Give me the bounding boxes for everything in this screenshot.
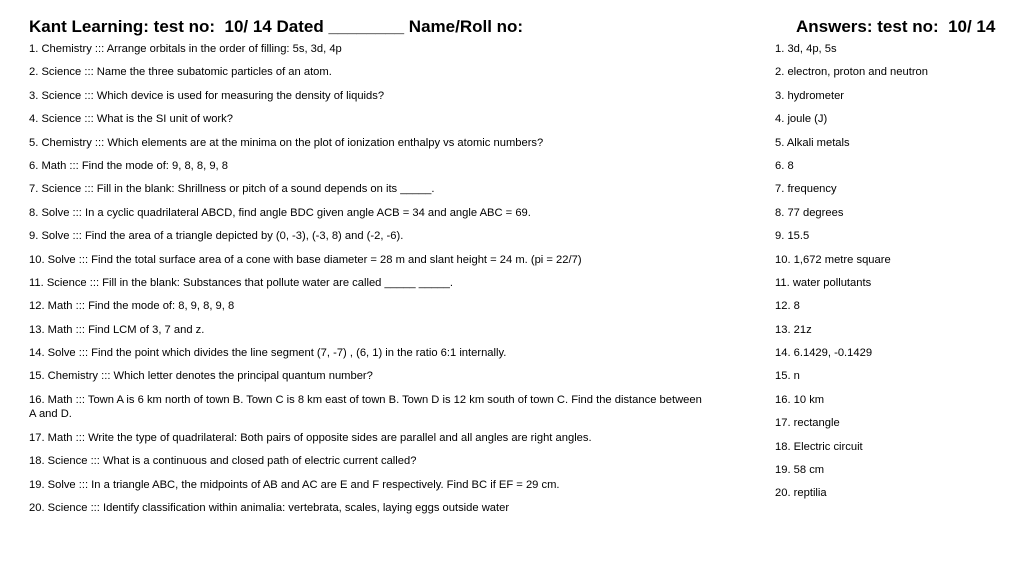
answer-item: 20. reptilia bbox=[775, 487, 827, 500]
question-item: 11. Science ::: Fill in the blank: Substances that pollute water are called _____ _____. bbox=[29, 276, 453, 289]
question-item: 9. Solve ::: Find the area of a triangle depicted by (0, -3), (-3, 8) and (-2, -6). bbox=[29, 230, 404, 243]
question-item: 14. Solve ::: Find the point which divides the line segment (7, -7) , (6, 1) in the ratio 6:1 internally. bbox=[29, 347, 507, 360]
answer-item: 2. electron, proton and neutron bbox=[775, 66, 929, 79]
question-item: 16. Math ::: Town A is 6 km north of town B. Town C is 8 km east of town B. Town D is 12 km south of town C. Find the distance between A and D. bbox=[29, 393, 702, 421]
answers-title: Answers: test no: 10/ 14 bbox=[796, 17, 996, 36]
question-item: 2. Science ::: Name the three subatomic particles of an atom. bbox=[29, 66, 332, 79]
question-item: 1. Chemistry ::: Arrange orbitals in the order of filling: 5s, 3d, 4p bbox=[29, 43, 342, 55]
answer-item: 19. 58 cm bbox=[775, 464, 825, 477]
answer-list bbox=[775, 42, 1005, 510]
answer-item: 1. 3d, 4p, 5s bbox=[775, 43, 837, 55]
answer-item: 17. rectangle bbox=[775, 417, 840, 430]
answer-item: 6. 8 bbox=[775, 159, 794, 172]
question-item: 8. Solve ::: In a cyclic quadrilateral ABCD, find angle BDC given angle ACB = 34 and angle ABC = 69. bbox=[29, 206, 531, 219]
answer-item: 4. joule (J) bbox=[775, 113, 828, 126]
question-item: 13. Math ::: Find LCM of 3, 7 and z. bbox=[29, 323, 205, 336]
question-item: 4. Science ::: What is the SI unit of work? bbox=[29, 113, 233, 126]
answer-item: 15. n bbox=[775, 370, 800, 383]
answer-item: 11. water pollutants bbox=[775, 276, 872, 289]
question-item: 19. Solve ::: In a triangle ABC, the midpoints of AB and AC are E and F respectively. Find BC if EF = 29 cm. bbox=[29, 478, 560, 491]
answer-item: 8. 77 degrees bbox=[775, 206, 844, 219]
answer-item: 18. Electric circuit bbox=[775, 440, 863, 453]
question-item: 10. Solve ::: Find the total surface area of a cone with base diameter = 28 m and slant height = 24 m. (pi = 22/7) bbox=[29, 253, 582, 266]
page-title: Kant Learning: test no: 10/ 14 Dated ________ Name/Roll no: bbox=[29, 17, 524, 36]
question-item: 5. Chemistry ::: Which elements are at the minima on the plot of ionization enthalpy vs atomic numbers? bbox=[29, 136, 544, 149]
answer-item: 14. 6.1429, -0.1429 bbox=[775, 347, 873, 360]
answer-item: 3. hydrometer bbox=[775, 89, 845, 102]
question-item: 17. Math ::: Write the type of quadrilateral: Both pairs of opposite sides are parallel and all angles are right angles. bbox=[29, 431, 592, 444]
question-item: 20. Science ::: Identify classification within animalia: vertebrata, scales, laying eggs outside water bbox=[29, 501, 510, 514]
question-item: 6. Math ::: Find the mode of: 9, 8, 8, 9, 8 bbox=[29, 159, 228, 172]
question-item: 18. Science ::: What is a continuous and closed path of electric current called? bbox=[29, 455, 417, 468]
question-item: 12. Math ::: Find the mode of: 8, 9, 8, 9, 8 bbox=[29, 300, 235, 313]
question-item: 3. Science ::: Which device is used for measuring the density of liquids? bbox=[29, 89, 385, 102]
answer-item: 13. 21z bbox=[775, 323, 812, 336]
answer-item: 16. 10 km bbox=[775, 393, 825, 406]
question-item: 15. Chemistry ::: Which letter denotes the principal quantum number? bbox=[29, 370, 373, 383]
answer-item: 7. frequency bbox=[775, 183, 837, 196]
answer-item: 10. 1,672 metre square bbox=[775, 253, 891, 266]
answer-item: 12. 8 bbox=[775, 300, 800, 313]
question-list bbox=[29, 42, 709, 524]
answer-item: 9. 15.5 bbox=[775, 230, 810, 243]
question-item: 7. Science ::: Fill in the blank: Shrillness or pitch of a sound depends on its _____. bbox=[29, 183, 435, 196]
answer-item: 5. Alkali metals bbox=[775, 136, 850, 149]
